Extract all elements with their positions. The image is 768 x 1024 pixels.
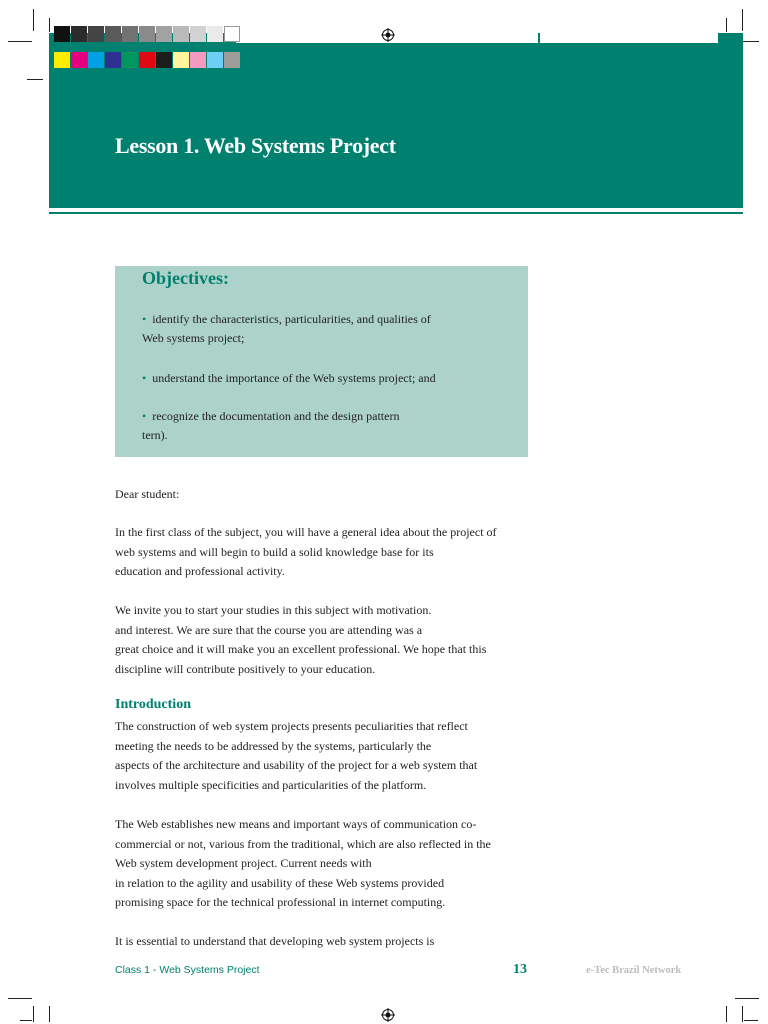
- paragraph-2: [115, 601, 535, 679]
- objectives-box: [115, 266, 528, 457]
- process-color-bar: [54, 52, 240, 68]
- objective-text: recognize the documentation and the design pattern: [152, 409, 400, 423]
- objectives-heading: Objectives:: [142, 268, 229, 288]
- crop-mark: [49, 1006, 50, 1022]
- color-swatch: [156, 52, 172, 68]
- color-swatch: [173, 26, 189, 42]
- bullet-icon: •: [142, 312, 147, 326]
- header-rule: [49, 212, 743, 214]
- color-swatch: [224, 52, 240, 68]
- bullet-icon: •: [142, 371, 147, 385]
- text-line: and interest. We are sure that the course you are attending was a: [115, 622, 423, 637]
- registration-mark-icon: [381, 28, 395, 42]
- color-swatch: [88, 52, 104, 68]
- crop-mark: [726, 1006, 727, 1022]
- page-number: 13: [513, 962, 527, 977]
- crop-mark: [27, 79, 43, 80]
- text-line: meeting the needs to be addressed by the systems, particularly the: [115, 738, 432, 753]
- crop-mark: [726, 18, 727, 32]
- color-swatch: [122, 52, 138, 68]
- text-line: discipline will contribute positively to your education.: [115, 661, 376, 676]
- text-line: aspects of the architecture and usability of the project for a web system that: [115, 758, 478, 772]
- greeting-text: Dear student:: [115, 487, 180, 501]
- paragraph-3: [115, 717, 535, 795]
- text-line: It is essential to understand that developing web system projects is: [115, 934, 435, 948]
- paragraph-5: [115, 932, 535, 952]
- objective-item: [142, 407, 399, 445]
- paragraph-4: [115, 815, 535, 913]
- objective-text: identify the characteristics, particularities, and qualities of: [152, 312, 431, 326]
- text-line: web systems and will begin to build a solid knowledge base for its: [115, 544, 434, 559]
- objective-item: [142, 369, 436, 388]
- text-line: We invite you to start your studies in this subject with motivation.: [115, 603, 432, 617]
- crop-mark: [742, 1006, 743, 1022]
- lesson-title: Lesson 1. Web Systems Project: [115, 133, 396, 158]
- crop-mark: [742, 9, 743, 31]
- objective-text: understand the importance of the Web systems project; and: [152, 371, 436, 385]
- crop-mark: [8, 41, 32, 42]
- color-swatch: [207, 52, 223, 68]
- text-line: in relation to the agility and usability of these Web systems provided: [115, 875, 445, 890]
- color-swatch: [54, 26, 70, 42]
- registration-mark-icon: [381, 1008, 395, 1022]
- text-line: In the first class of the subject, you will have a general idea about the project of: [115, 525, 497, 539]
- color-swatch: [105, 26, 121, 42]
- text-line: Web system development project. Current needs with: [115, 856, 372, 870]
- color-swatch: [139, 26, 155, 42]
- objective-text: Web systems project;: [142, 331, 245, 345]
- gray-color-bar: [54, 26, 240, 42]
- text-line: great choice and it will make you an excellent professional. We hope that this: [115, 642, 487, 656]
- crop-mark: [20, 1020, 32, 1021]
- color-swatch: [173, 52, 189, 68]
- paragraph-1: [115, 523, 535, 582]
- crop-mark: [33, 9, 34, 31]
- header-notch: [540, 33, 718, 43]
- color-swatch: [122, 26, 138, 42]
- text-line: The construction of web system projects presents peculiarities that reflect: [115, 719, 468, 733]
- color-swatch: [71, 26, 87, 42]
- color-swatch: [88, 26, 104, 42]
- color-swatch: [156, 26, 172, 42]
- color-swatch: [105, 52, 121, 68]
- footer-lesson-label: Class 1 - Web Systems Project: [115, 964, 260, 976]
- color-swatch: [190, 52, 206, 68]
- color-swatch: [54, 52, 70, 68]
- color-swatch: [71, 52, 87, 68]
- introduction-heading: Introduction: [115, 697, 191, 712]
- text-line: involves multiple specificities and particularities of the platform.: [115, 777, 427, 792]
- color-swatch: [207, 26, 223, 42]
- crop-mark: [744, 1020, 758, 1021]
- crop-mark: [33, 1006, 34, 1022]
- objective-text: tern).: [142, 428, 168, 442]
- footer-network-label: e-Tec Brazil Network: [586, 965, 682, 976]
- color-swatch: [139, 52, 155, 68]
- text-line: education and professional activity.: [115, 564, 285, 578]
- text-line: commercial or not, various from the traditional, which are also reflected in the: [115, 836, 491, 851]
- objective-item: [142, 310, 431, 348]
- crop-mark: [735, 998, 759, 999]
- text-line: promising space for the technical professional in internet computing.: [115, 895, 446, 909]
- color-swatch: [224, 26, 240, 42]
- text-line: The Web establishes new means and important ways of communication co-: [115, 817, 477, 831]
- crop-mark: [8, 998, 32, 999]
- color-swatch: [190, 26, 206, 42]
- crop-mark: [49, 18, 50, 32]
- greeting: [115, 485, 535, 505]
- bullet-icon: •: [142, 409, 147, 423]
